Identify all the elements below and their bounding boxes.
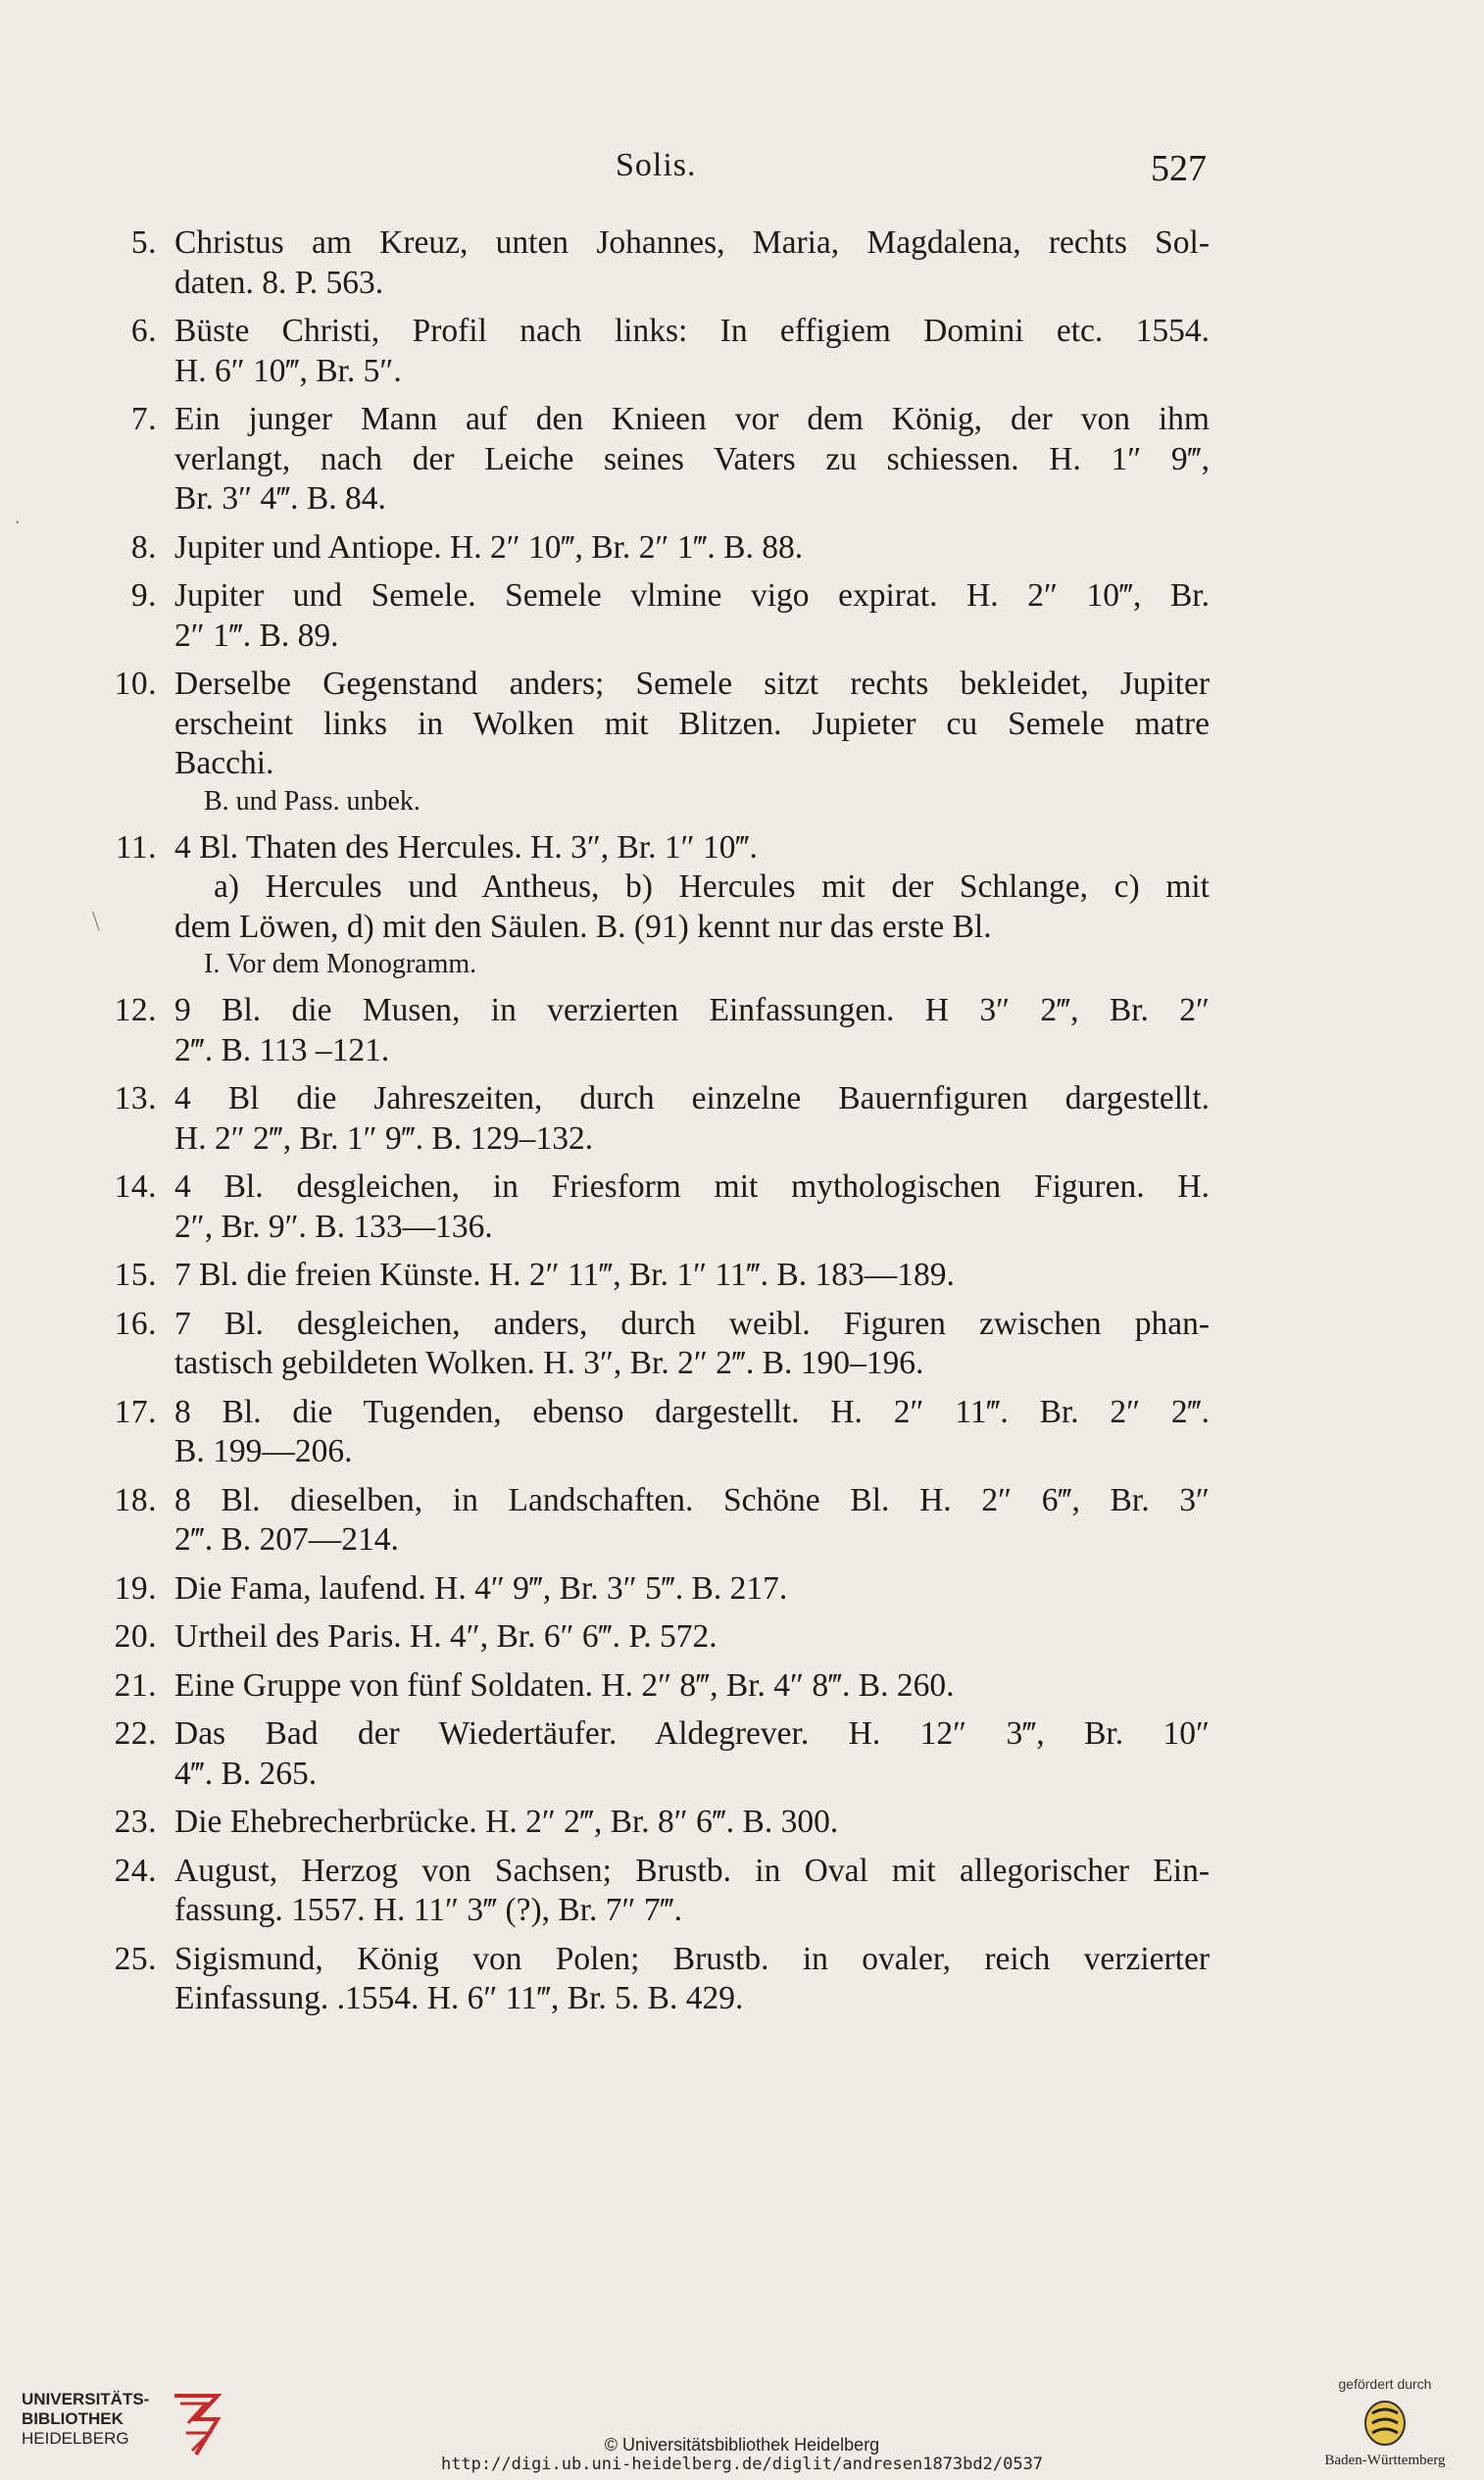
entry-text-line: Derselbe Gegenstand anders; Semele sitzt rechts bekleidet, Jupiter — [174, 666, 1210, 702]
entry-text-line: fassung. 1557. H. 11″ 3‴ (?), Br. 7″ 7‴. — [174, 1892, 682, 1928]
entry-text-line: Die Ehebrecherbrücke. H. 2″ 2‴, Br. 8″ 6‴. B. 300. — [174, 1804, 839, 1840]
entry-text-line: August, Herzog von Sachsen; Brustb. in Oval mit allegorischer Ein- — [174, 1852, 1210, 1889]
entry-text-line: 4 Bl die Jahreszeiten, durch einzelne Bauernfiguren dargestellt. — [174, 1080, 1210, 1116]
entry-text-line: Ein junger Mann auf den Knieen vor dem König, der von ihm — [174, 401, 1210, 437]
margin-mark: \ — [92, 907, 100, 937]
library-name-line: UNIVERSITÄTS- — [22, 2390, 150, 2408]
entry-note: I. Vor dem Monogramm. — [204, 949, 477, 979]
library-name-line: HEIDELBERG — [22, 2429, 129, 2448]
entry-text-line: B. 199—206. — [174, 1433, 353, 1469]
entry-number: 13. — [114, 1080, 157, 1116]
entry-text-line: Eine Gruppe von fünf Soldaten. H. 2″ 8‴, Br. 4″ 8‴. B. 260. — [174, 1666, 955, 1704]
entry-text-line: Jupiter und Antiope. H. 2″ 10‴, Br. 2″ 1‴. B. 88. — [174, 528, 804, 566]
coat-of-arms-icon — [1362, 2398, 1408, 2449]
entry-number: 15. — [114, 1257, 157, 1293]
entry-text-line: verlangt, nach der Leiche seines Vaters zu schiessen. H. 1″ 9‴, — [174, 440, 1210, 477]
catalog-entry — [110, 665, 1210, 819]
catalog-entry — [110, 312, 1210, 391]
entry-note: B. und Pass. unbek. — [204, 785, 420, 817]
entry-text-line: 7 Bl. desgleichen, anders, durch weibl. Figuren zwischen phan- — [174, 1305, 1210, 1342]
entry-number: 12. — [114, 992, 157, 1028]
catalog-entry — [110, 1803, 1210, 1843]
entry-number: 9. — [130, 577, 157, 614]
entry-number: 22. — [114, 1715, 157, 1752]
entry-number: 17. — [114, 1393, 157, 1430]
page-number: 527 — [1151, 148, 1207, 189]
funded-by-label: gefördert durch — [1338, 2376, 1432, 2392]
entry-text-line: 7 Bl. die freien Künste. H. 2″ 11‴, Br. 1″ 11‴. B. 183—189. — [174, 1257, 955, 1293]
entry-number: 5. — [130, 224, 157, 261]
entry-text-line: Sigismund, König von Polen; Brustb. in ovaler, reich verzierter — [174, 1940, 1210, 1977]
entry-text-line: 4 Bl. desgleichen, in Friesform mit mythologischen Figuren. H. — [174, 1168, 1210, 1205]
catalog-entry — [110, 1256, 1210, 1296]
funder-block — [1311, 2376, 1459, 2469]
catalog-entry — [110, 223, 1210, 303]
catalog-entry — [110, 991, 1210, 1070]
entry-text-line: Einfassung. .1554. H. 6″ 11‴, Br. 5. B. 429. — [174, 1980, 744, 2016]
entry-text-line: Urtheil des Paris. H. 4″, Br. 6″ 6‴. P. 572. — [174, 1618, 717, 1655]
page-header-title: Solis. — [616, 147, 697, 183]
entry-text-line: 2‴. B. 113 –121. — [174, 1031, 390, 1068]
catalog-entry — [110, 1305, 1210, 1384]
entry-number: 8. — [130, 528, 157, 566]
entry-number: 6. — [130, 313, 157, 349]
entry-text-line: Jupiter und Semele. Semele vlmine vigo expirat. H. 2″ 10‴, Br. — [174, 577, 1210, 614]
entry-number: 16. — [114, 1305, 157, 1342]
entry-number: 7. — [130, 401, 157, 437]
catalog-entry — [110, 1940, 1210, 2019]
library-name-line: BIBLIOTHEK — [22, 2409, 124, 2428]
entry-text-line: 2″, Br. 9″. B. 133—136. — [174, 1208, 493, 1245]
entry-number: 21. — [114, 1666, 157, 1704]
entry-sub-line: dem Löwen, d) mit den Säulen. B. (91) kennt nur das erste Bl. — [174, 908, 992, 945]
entry-number: 14. — [114, 1168, 157, 1205]
entry-text-line: 9 Bl. die Musen, in verzierten Einfassungen. H 3″ 2‴, Br. 2″ — [174, 992, 1210, 1028]
margin-mark: · — [14, 510, 22, 534]
entry-text-line: Christus am Kreuz, unten Johannes, Maria, Magdalena, rechts Sol- — [174, 224, 1210, 261]
catalog-entry — [110, 1481, 1210, 1561]
entry-number: 18. — [114, 1481, 157, 1518]
catalog-entry — [110, 1167, 1210, 1247]
entry-text-line: Die Fama, laufend. H. 4″ 9‴, Br. 3″ 5‴. B. 217. — [174, 1569, 788, 1607]
entry-number: 11. — [115, 828, 157, 866]
entry-text-line: 4‴. B. 265. — [174, 1755, 318, 1792]
entry-number: 10. — [114, 666, 157, 702]
catalog-entry — [110, 828, 1210, 983]
entry-text-line: erscheint links in Wolken mit Blitzen. Jupieter cu Semele matre — [174, 705, 1210, 742]
entry-text-line: 8 Bl. die Tugenden, ebenso dargestellt. H. 2″ 11‴. Br. 2″ 2‴. — [174, 1393, 1210, 1430]
entry-number: 19. — [114, 1569, 157, 1607]
catalog-entry — [110, 576, 1210, 656]
entry-text-line: 4 Bl. Thaten des Hercules. H. 3″, Br. 1″ 10‴. — [174, 828, 758, 866]
entry-text-line: tastisch gebildeten Wolken. H. 3″, Br. 2″ 2‴. B. 190–196. — [174, 1345, 924, 1381]
entry-number: 24. — [114, 1852, 157, 1889]
entry-number: 25. — [114, 1940, 157, 1977]
entry-text-line: 8 Bl. dieselben, in Landschaften. Schöne Bl. H. 2″ 6‴, Br. 3″ — [174, 1481, 1210, 1518]
entry-text-line: Bacchi. — [174, 745, 274, 781]
catalog-entry — [110, 400, 1210, 520]
entry-text-line: 2‴. B. 207—214. — [174, 1521, 399, 1558]
entry-text-line: daten. 8. P. 563. — [174, 264, 384, 301]
entry-text-line: H. 6″ 10‴, Br. 5″. — [174, 352, 402, 389]
entry-text-line: Büste Christi, Profil nach links: In effigiem Domini etc. 1554. — [174, 313, 1210, 349]
entry-number: 20. — [114, 1618, 157, 1655]
catalog-entry — [110, 1852, 1210, 1931]
catalog-entry — [110, 1569, 1210, 1610]
entry-text-line: Br. 3″ 4‴. B. 84. — [174, 480, 386, 517]
source-url[interactable]: http://digi.ub.uni-heidelberg.de/diglit/andresen1873bd2/0537 — [440, 2455, 1044, 2474]
footer — [0, 2353, 1484, 2480]
catalog-entry — [110, 1393, 1210, 1472]
catalog-entry — [110, 1714, 1210, 1794]
funder-region: Baden-Württemberg — [1324, 2453, 1446, 2468]
entry-number: 23. — [114, 1804, 157, 1840]
entry-text-line: Das Bad der Wiedertäufer. Aldegrever. H. 12″ 3‴, Br. 10″ — [174, 1715, 1210, 1752]
entry-text-line: H. 2″ 2‴, Br. 1″ 9‴. B. 129–132. — [174, 1119, 594, 1157]
catalog-entry — [110, 528, 1210, 569]
entry-sub-line: a) Hercules und Antheus, b) Hercules mit der Schlange, c) mit — [214, 868, 1210, 905]
copyright-notice: © Universitätsbibliothek Heidelberg — [604, 2435, 880, 2455]
catalog-entry — [110, 1617, 1210, 1658]
running-head — [0, 147, 1484, 196]
catalog-entry — [110, 1079, 1210, 1159]
catalog-entry — [110, 1666, 1210, 1707]
catalog-entries — [110, 223, 1210, 2028]
entry-text-line: 2″ 1‴. B. 89. — [174, 617, 339, 654]
